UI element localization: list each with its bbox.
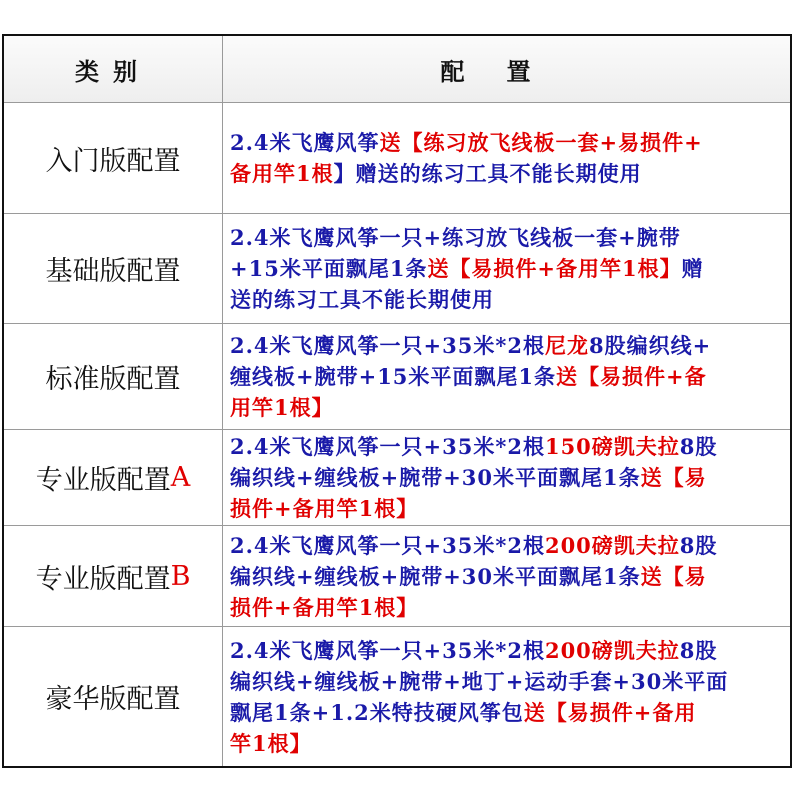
row-config xyxy=(230,103,786,213)
config-text: 200磅凯夫拉 xyxy=(544,532,680,558)
config-table xyxy=(2,34,792,768)
config-line xyxy=(230,666,786,697)
config-text: 尼龙 xyxy=(544,333,589,358)
row-config xyxy=(230,214,786,323)
config-text: 2.4米飞鹰风筝一只+35米*2根 xyxy=(230,532,545,558)
category-label: 专业版配置 xyxy=(35,563,171,595)
config-line xyxy=(230,635,786,666)
config-text: 用竿1根】 xyxy=(230,395,334,420)
row-category xyxy=(4,430,222,525)
category-suffix: B xyxy=(170,560,191,592)
config-text: 送【练习放飞线板一套+易损件+ xyxy=(379,130,703,155)
table-row xyxy=(4,103,790,214)
config-text: 损件+备用竿1根】 xyxy=(230,594,419,620)
config-line xyxy=(230,728,786,759)
config-line xyxy=(230,592,786,623)
config-line xyxy=(230,392,786,423)
category-suffix: A xyxy=(170,462,191,493)
table-row xyxy=(4,627,790,766)
category-label: 标准版配置 xyxy=(45,364,181,395)
row-category xyxy=(4,103,222,213)
config-line xyxy=(230,561,786,592)
config-text: 送【易损件+备用竿1根】 xyxy=(427,256,682,281)
config-line xyxy=(230,127,786,158)
table-row xyxy=(4,324,790,430)
header-category: 类别 xyxy=(75,56,151,86)
table-header xyxy=(4,36,790,103)
category-label: 入门版配置 xyxy=(45,145,181,177)
table-row xyxy=(4,430,790,526)
row-config xyxy=(230,324,786,429)
config-line xyxy=(230,158,786,189)
row-category xyxy=(4,324,222,429)
config-text: 2.4米飞鹰风筝一只+35米*2根 xyxy=(230,637,545,663)
category-label: 基础版配置 xyxy=(45,256,181,287)
config-text: 竿1根】 xyxy=(230,730,312,756)
config-text: 缠线板+腕带+15米平面飘尾1条 xyxy=(230,364,557,389)
config-text: 2.4米飞鹰风筝一只+35米*2根 xyxy=(230,333,545,358)
config-line xyxy=(230,253,786,284)
config-line xyxy=(230,361,786,392)
config-line xyxy=(230,530,786,561)
config-line xyxy=(230,462,786,493)
config-text: +15米平面飘尾1条 xyxy=(230,256,428,281)
config-text: 8股编织线+ xyxy=(588,333,712,358)
category-label: 豪华版配置 xyxy=(45,684,181,715)
config-text: 送【易损件+备 xyxy=(556,364,707,389)
config-text: 损件+备用竿1根】 xyxy=(230,496,419,521)
category-label: 专业版配置 xyxy=(35,465,171,496)
config-text: 8股 xyxy=(679,637,718,663)
config-text: 送【易 xyxy=(640,465,707,490)
config-text: 150磅凯夫拉 xyxy=(544,434,680,459)
config-text: 备用竿1根 xyxy=(230,161,334,186)
config-line xyxy=(230,493,786,524)
config-text: 8股 xyxy=(679,434,718,459)
table-row xyxy=(4,526,790,627)
config-text: 8股 xyxy=(679,532,718,558)
config-line xyxy=(230,330,786,361)
config-line xyxy=(230,284,786,315)
header-config: 配置 xyxy=(440,56,573,86)
config-line xyxy=(230,697,786,728)
row-category xyxy=(4,627,222,766)
config-text: 送的练习工具不能长期使用 xyxy=(230,287,494,312)
config-text: 飘尾1条+1.2米特技硬风筝包 xyxy=(230,699,524,725)
row-category xyxy=(4,526,222,626)
config-text: 2.4米飞鹰风筝一只+练习放飞线板一套+腕带 xyxy=(230,225,681,250)
config-text: 送【易损件+备用 xyxy=(523,699,697,725)
table-row xyxy=(4,214,790,324)
row-config xyxy=(230,430,786,525)
config-text: 】赠送的练习工具不能长期使用 xyxy=(333,161,642,186)
row-config xyxy=(230,627,786,766)
config-line xyxy=(230,222,786,253)
config-text: 2.4米飞鹰风筝 xyxy=(230,130,380,155)
row-config xyxy=(230,526,786,626)
config-text: 赠 xyxy=(681,256,704,281)
config-text: 编织线+缠线板+腕带+地丁+运动手套+30米平面 xyxy=(230,668,729,694)
config-text: 2.4米飞鹰风筝一只+35米*2根 xyxy=(230,434,545,459)
config-line xyxy=(230,431,786,462)
row-category xyxy=(4,214,222,323)
config-text: 送【易 xyxy=(640,563,707,589)
config-text: 200磅凯夫拉 xyxy=(544,637,680,663)
config-text: 编织线+缠线板+腕带+30米平面飘尾1条 xyxy=(230,465,641,490)
config-text: 编织线+缠线板+腕带+30米平面飘尾1条 xyxy=(230,563,641,589)
